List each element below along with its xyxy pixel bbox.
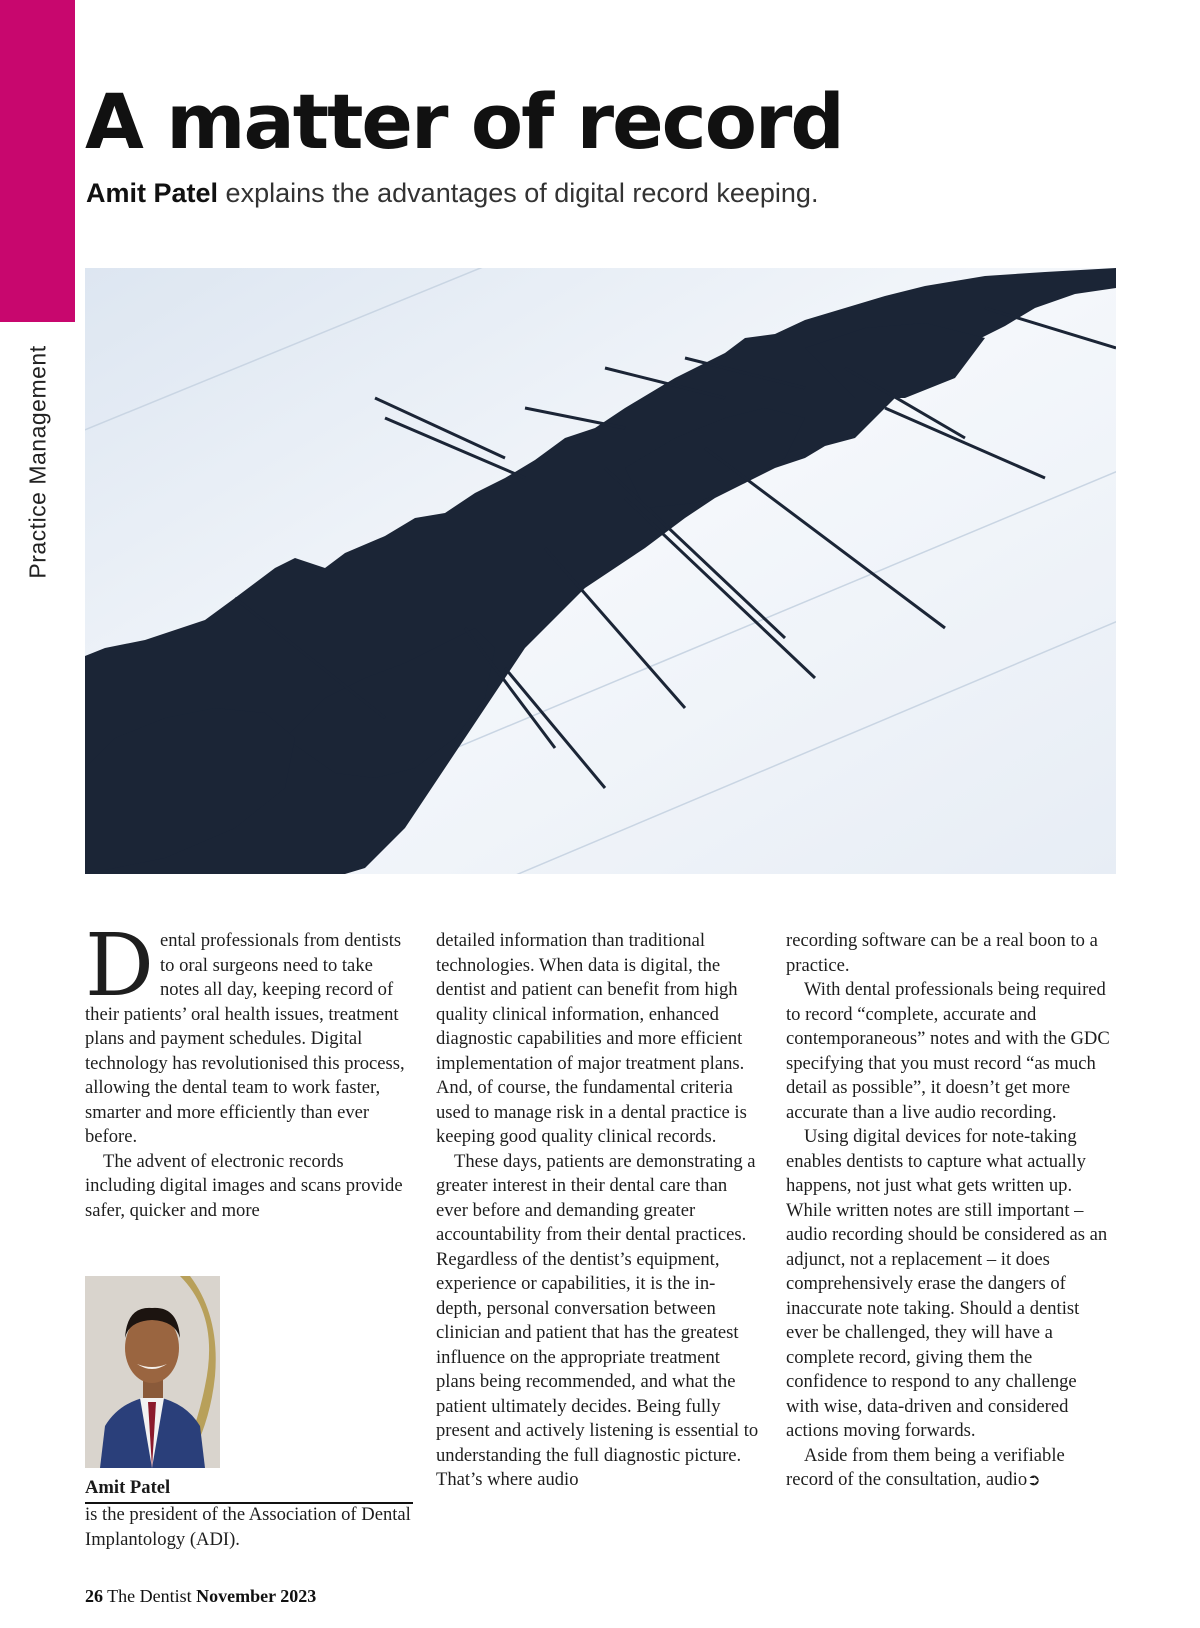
standfirst-author: Amit Patel [86,178,219,208]
drop-cap: D [85,916,154,1016]
paragraph: The advent of electronic records including digital images and scans provide safer, quicker and more [85,1150,403,1221]
continue-arrow-icon: ➲ [1027,1470,1041,1489]
article-title: A matter of record [85,77,843,166]
sound-waveform-image [85,268,1116,874]
paragraph: detailed information than traditional technologies. When data is digital, the dentist and patient can benefit from high quality clinical information, enhanced diagnostic capabilities and more efficient implementation of major treatment plans. And, of course, the fundamental criteria used to manage risk in a dental practice is keeping good quality clinical records. [436,930,747,1147]
paragraph: With dental professionals being required to record “complete, accurate and contemporaneous” notes and with the GDC specifying that you must record “as much detail as possible”, it doesn’t get more accurate than a live audio recording. [786,979,1110,1123]
paragraph-text: ental professionals from dentists to oral surgeons need to take notes all day, keeping record of their patients’ oral health issues, treatment plans and payment schedules. Digital technology has revolutionised this process, allowing the dental team to work faster, smarter and more efficiently than ever before. [85,930,405,1147]
paragraph [786,1444,1111,1493]
section-label: Practice Management [24,345,51,579]
author-name: Amit Patel [85,1476,413,1504]
page-number: 26 [85,1586,103,1606]
article-column-2 [436,929,761,1493]
paragraph: recording software can be a real boon to a practice. [786,930,1098,976]
standfirst [86,178,818,209]
paragraph [85,916,410,1150]
author-bio: is the president of the Association of Dental Implantology (ADI). [85,1504,411,1550]
magazine-name: The Dentist [103,1586,197,1606]
issue-date: November 2023 [196,1586,317,1606]
article-column-1 [85,916,410,1223]
article-column-3 [786,929,1111,1493]
section-color-bar [0,0,75,322]
paragraph: Using digital devices for note-taking enables dentists to capture what actually happens, not just what gets written up. While written notes are still important – audio recording should be considered as an adjunct, not a replacement – it does comprehensively erase the dangers of inaccurate note taking. Should a dentist ever be challenged, they will have a complete record, giving them the confidence to respond to any challenge with wise, data-driven and considered actions moving forwards. [786,1126,1108,1441]
paragraph: These days, patients are demonstrating a greater interest in their dental care than ever before and demanding greater accountability from their dental practices. Regardless of the dentist’s equipment, experience or capabilities, it is the in-depth, personal conversation between clinician and patient that has the greatest influence on the appropriate treatment plans being recommended, and what the patient ultimately decides. Being fully present and actively listening is essential to understanding the full diagnostic picture. That’s where audio [436,1150,759,1490]
standfirst-text: explains the advantages of digital record keeping. [218,178,819,208]
author-photo [85,1276,220,1468]
paragraph-text: Aside from them being a verifiable record of the consultation, audio [786,1444,1065,1490]
page-footer [85,1586,316,1607]
